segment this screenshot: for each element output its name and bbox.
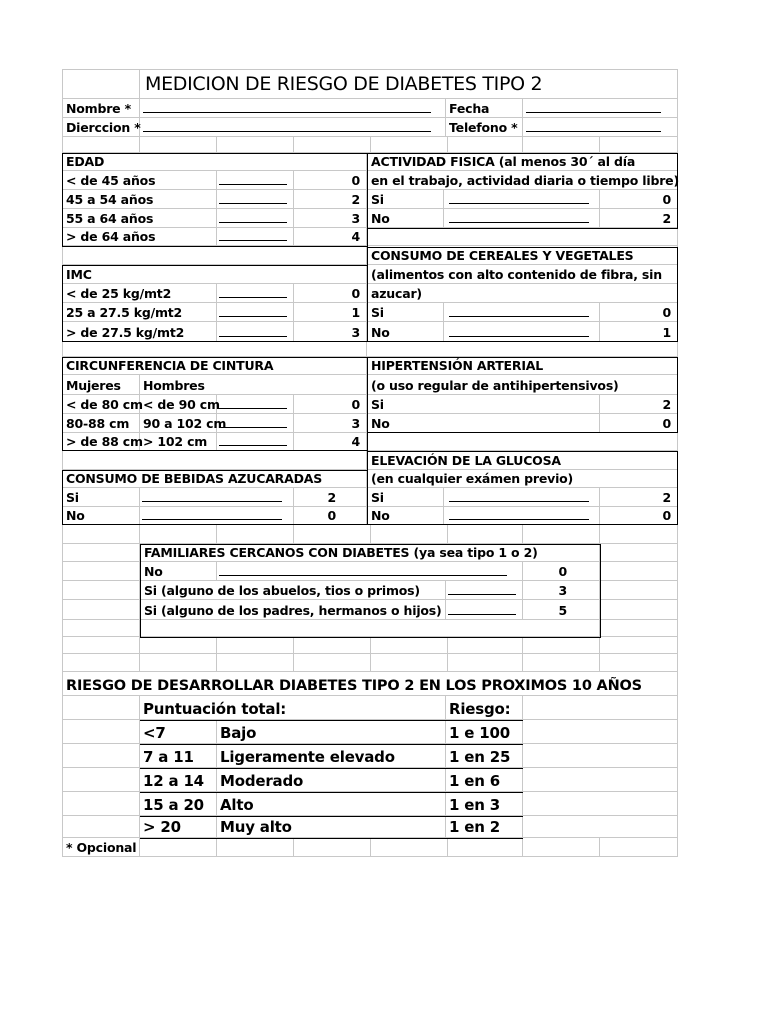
edad-option-label: < de 45 años [66, 173, 156, 188]
riesgo-value: 1 en 2 [449, 818, 500, 836]
cereales-heading-3: azucar) [371, 286, 422, 301]
bebidas-option-points: 0 [327, 508, 336, 523]
hipertension-heading: HIPERTENSIÓN ARTERIAL [371, 358, 544, 373]
glucosa-option-blank[interactable] [444, 488, 600, 507]
edad-option-blank[interactable] [217, 171, 294, 190]
riesgo-score: <7 [143, 724, 166, 742]
actividad-heading: ACTIVIDAD FISICA (al menos 30´ al día [371, 154, 636, 169]
bebidas-option-blank[interactable] [140, 507, 294, 525]
bebidas-option-blank[interactable] [140, 488, 294, 507]
cintura-option-blank[interactable] [217, 395, 294, 414]
familiares-option-points: 3 [558, 583, 567, 598]
familiares-option-points: 0 [558, 564, 567, 579]
riesgo-level: Bajo [220, 724, 257, 742]
cereales-option-points: 1 [662, 325, 671, 340]
actividad-option-blank[interactable] [444, 209, 600, 228]
riesgo-table-line [140, 744, 523, 745]
cintura-mujeres-value: < de 80 cm [66, 397, 143, 412]
cereales-option-label: Si [371, 305, 384, 320]
familiares-heading: FAMILIARES CERCANOS CON DIABETES (ya sea tipo 1 o 2) [144, 545, 538, 560]
riesgo-score: 15 a 20 [143, 796, 204, 814]
glucosa-option-points: 2 [662, 490, 671, 505]
riesgo-value: 1 en 3 [449, 796, 500, 814]
glucosa-option-label: No [371, 508, 390, 523]
page-title: MEDICION DE RIESGO DE DIABETES TIPO 2 [145, 73, 543, 95]
familiares-option-points: 5 [558, 603, 567, 618]
cereales-option-label: No [371, 325, 390, 340]
riesgo-value: 1 e 100 [449, 724, 510, 742]
familiares-option-label: Si (alguno de los abuelos, tios o primos) [144, 583, 420, 598]
riesgo-col-header: Riesgo: [449, 700, 511, 718]
edad-option-blank[interactable] [217, 209, 294, 228]
nombre-label: Nombre * [66, 101, 131, 116]
familiares-option-blank[interactable] [446, 581, 523, 600]
cintura-option-points: 0 [351, 397, 360, 412]
direccion-row [0, 118, 768, 137]
riesgo-value: 1 en 25 [449, 748, 511, 766]
cereales-option-blank[interactable] [444, 322, 600, 342]
hipertension-heading-2: (o uso regular de antihipertensivos) [371, 378, 619, 393]
edad-option-label: 45 a 54 años [66, 192, 154, 207]
fecha-label: Fecha [449, 101, 490, 116]
riesgo-level: Moderado [220, 772, 304, 790]
cereales-heading: CONSUMO DE CEREALES Y VEGETALES [371, 248, 634, 263]
cintura-option-points: 3 [351, 416, 360, 431]
actividad-option-blank[interactable] [444, 190, 600, 209]
riesgo-level: Alto [220, 796, 254, 814]
familiares-option-blank[interactable] [446, 600, 523, 620]
riesgo-score: 12 a 14 [143, 772, 204, 790]
glucosa-option-points: 0 [662, 508, 671, 523]
imc-option-blank[interactable] [217, 303, 294, 322]
edad-option-blank[interactable] [217, 228, 294, 246]
bebidas-option-label: No [66, 508, 85, 523]
cereales-heading-2: (alimentos con alto contenido de fibra, sin [371, 267, 662, 282]
riesgo-score: > 20 [143, 818, 181, 836]
imc-option-points: 0 [351, 286, 360, 301]
hipertension-option-points: 0 [662, 416, 671, 431]
imc-option-label: < de 25 kg/mt2 [66, 286, 172, 301]
riesgo-table-line [140, 768, 523, 769]
hipertension-option-label: No [371, 416, 390, 431]
fecha-field[interactable] [523, 99, 678, 118]
edad-option-points: 3 [351, 211, 360, 226]
title-row [0, 69, 768, 99]
bebidas-option-label: Si [66, 490, 79, 505]
imc-option-blank[interactable] [217, 284, 294, 303]
glucosa-option-label: Si [371, 490, 384, 505]
imc-heading: IMC [66, 267, 92, 282]
cintura-mujeres-value: > de 88 cm [66, 434, 143, 449]
cintura-hombres-value: 90 a 102 cm [143, 416, 227, 431]
actividad-option-points: 2 [662, 211, 671, 226]
edad-option-label: 55 a 64 años [66, 211, 154, 226]
imc-option-points: 3 [351, 325, 360, 340]
hipertension-option-label: Si [371, 397, 384, 412]
familiares-option-label: No [144, 564, 163, 579]
actividad-option-label: Si [371, 192, 384, 207]
cintura-option-blank[interactable] [217, 414, 294, 433]
footnote: * Opcional [66, 840, 137, 855]
cintura-hombres-header: Hombres [143, 378, 205, 393]
imc-option-label: 25 a 27.5 kg/mt2 [66, 305, 183, 320]
actividad-option-points: 0 [662, 192, 671, 207]
riesgo-level: Muy alto [220, 818, 292, 836]
riesgo-table-line [140, 720, 523, 721]
cereales-option-points: 0 [662, 305, 671, 320]
riesgo-value: 1 en 6 [449, 772, 500, 790]
edad-option-label: > de 64 años [66, 229, 156, 244]
edad-option-points: 4 [351, 229, 360, 244]
telefono-field[interactable] [523, 118, 678, 137]
riesgo-score: 7 a 11 [143, 748, 194, 766]
direccion-field[interactable] [140, 118, 446, 137]
cintura-hombres-value: > 102 cm [143, 434, 208, 449]
cintura-mujeres-value: 80-88 cm [66, 416, 130, 431]
imc-option-blank[interactable] [217, 322, 294, 342]
cintura-heading: CIRCUNFERENCIA DE CINTURA [66, 358, 274, 373]
riesgo-level: Ligeramente elevado [220, 748, 395, 766]
edad-option-points: 0 [351, 173, 360, 188]
edad-option-blank[interactable] [217, 190, 294, 209]
direccion-label: Dierccion * [66, 120, 141, 135]
actividad-heading-2: en el trabajo, actividad diaria o tiempo libre) [371, 173, 679, 188]
glucosa-heading: ELEVACIÓN DE LA GLUCOSA [371, 453, 561, 468]
nombre-field[interactable] [140, 99, 446, 118]
familiares-option-blank[interactable] [217, 562, 523, 581]
actividad-option-label: No [371, 211, 390, 226]
edad-option-points: 2 [351, 192, 360, 207]
hipertension-option-points: 2 [662, 397, 671, 412]
nombre-row [0, 99, 768, 118]
cintura-hombres-value: < de 90 cm [143, 397, 220, 412]
riesgo-table-line [140, 792, 523, 793]
edad-heading: EDAD [66, 154, 105, 169]
bebidas-heading: CONSUMO DE BEBIDAS AZUCARADAS [66, 471, 323, 486]
imc-option-points: 1 [351, 305, 360, 320]
familiares-option-label: Si (alguno de los padres, hermanos o hijos) [144, 603, 442, 618]
riesgo-puntuacion-header: Puntuación total: [143, 700, 287, 718]
bebidas-option-points: 2 [327, 490, 336, 505]
cereales-option-blank[interactable] [444, 303, 600, 322]
cintura-option-points: 4 [351, 434, 360, 449]
imc-option-label: > de 27.5 kg/mt2 [66, 325, 185, 340]
riesgo-table-line [140, 838, 523, 839]
cintura-mujeres-header: Mujeres [66, 378, 121, 393]
glucosa-heading-2: (en cualquier exámen previo) [371, 471, 574, 486]
riesgo-heading: RIESGO DE DESARROLLAR DIABETES TIPO 2 EN LOS PROXIMOS 10 AÑOS [66, 678, 642, 694]
telefono-label: Telefono * [449, 120, 518, 135]
glucosa-option-blank[interactable] [444, 507, 600, 525]
cintura-option-blank[interactable] [217, 433, 294, 451]
riesgo-table-line [140, 816, 523, 817]
